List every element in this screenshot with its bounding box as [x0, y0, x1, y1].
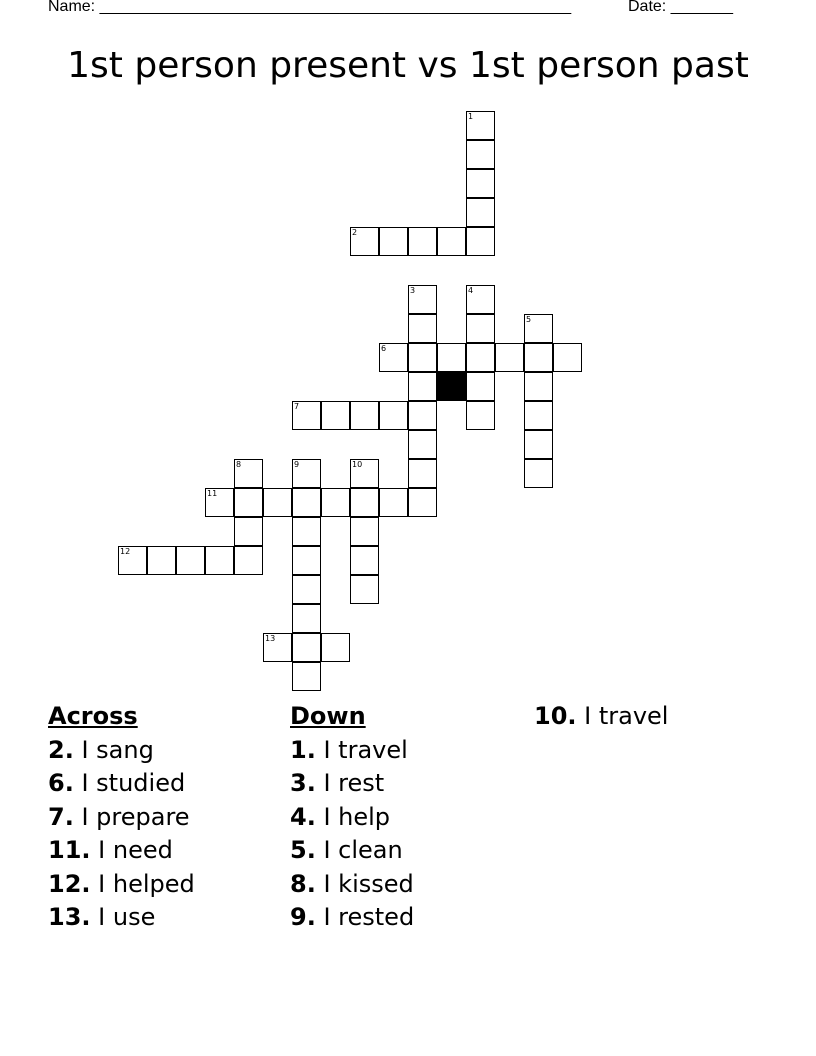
grid-cell[interactable] — [466, 314, 495, 343]
clue-item — [290, 801, 414, 835]
grid-cell[interactable] — [176, 546, 205, 575]
date-field[interactable]: Date: _______ — [628, 0, 733, 15]
clue-number: 3 — [410, 286, 416, 295]
clue-item-text: I travel — [315, 735, 408, 764]
clue-item-number: 6. — [48, 769, 74, 797]
clue-item-text: I kissed — [315, 869, 414, 898]
grid-cell[interactable] — [524, 430, 553, 459]
grid-block — [437, 372, 466, 401]
grid-cell[interactable] — [379, 401, 408, 430]
grid-cell[interactable] — [379, 488, 408, 517]
grid-cell[interactable] — [408, 343, 437, 372]
clue-item-text: I help — [315, 802, 391, 831]
grid-cell[interactable] — [495, 343, 524, 372]
clue-number: 4 — [468, 286, 474, 295]
grid-cell[interactable] — [466, 140, 495, 169]
clue-number: 1 — [468, 112, 474, 121]
clue-item-number: 9. — [290, 903, 316, 931]
grid-cell[interactable] — [350, 575, 379, 604]
down-clues — [290, 700, 414, 935]
clue-number: 9 — [294, 460, 300, 469]
clue-item — [290, 868, 414, 902]
grid-cell[interactable] — [466, 343, 495, 372]
grid-cell[interactable] — [466, 372, 495, 401]
clue-item-text: I rested — [315, 903, 415, 931]
clue-item-number: 13. — [48, 903, 91, 931]
grid-cell[interactable] — [234, 517, 263, 546]
grid-cell[interactable] — [321, 401, 350, 430]
clue-item — [48, 801, 195, 835]
grid-cell[interactable] — [263, 488, 292, 517]
clue-item-number: 7. — [48, 802, 74, 831]
clue-item-text: I need — [90, 836, 173, 864]
clue-number: 12 — [120, 547, 131, 556]
clue-item-text: I studied — [73, 769, 186, 797]
grid-cell[interactable] — [234, 488, 263, 517]
clue-number: 7 — [294, 402, 300, 411]
clue-number: 10 — [352, 460, 363, 469]
clue-number: 11 — [207, 489, 218, 498]
clue-item-text: I rest — [315, 769, 385, 797]
clue-item-text: I travel — [576, 702, 669, 730]
grid-cell[interactable] — [524, 372, 553, 401]
clue-item-text: I use — [90, 903, 156, 931]
across-clues — [48, 700, 195, 935]
clue-item-text: I helped — [90, 869, 195, 898]
clue-item-number: 5. — [290, 836, 316, 864]
clue-item-number: 3. — [290, 769, 316, 797]
clue-item — [48, 901, 195, 935]
down-heading: Down — [290, 702, 366, 730]
clue-item-number: 2. — [48, 735, 74, 764]
clue-number: 5 — [526, 315, 532, 324]
clue-item — [290, 767, 414, 801]
grid-cell[interactable] — [292, 546, 321, 575]
clue-item-number: 1. — [290, 735, 316, 764]
clue-item-text: I clean — [315, 836, 403, 864]
grid-cell[interactable] — [408, 401, 437, 430]
grid-cell[interactable] — [350, 401, 379, 430]
page-title: 1st person present vs 1st person past — [67, 45, 749, 86]
clue-item — [534, 700, 668, 734]
clue-item-text: I sang — [73, 735, 154, 764]
grid-cell[interactable] — [292, 488, 321, 517]
grid-cell[interactable] — [437, 227, 466, 256]
clue-item-number: 4. — [290, 802, 316, 831]
clue-item — [48, 734, 195, 768]
grid-cell[interactable] — [408, 459, 437, 488]
grid-cell[interactable] — [466, 401, 495, 430]
clue-number: 6 — [381, 344, 387, 353]
clue-number: 13 — [265, 634, 276, 643]
grid-cell[interactable] — [466, 227, 495, 256]
clue-item — [48, 834, 195, 868]
grid-cell[interactable] — [234, 546, 263, 575]
across-heading: Across — [48, 702, 138, 730]
grid-cell[interactable] — [524, 343, 553, 372]
grid-cell[interactable] — [292, 662, 321, 691]
grid-cell[interactable] — [292, 604, 321, 633]
clue-item-number: 12. — [48, 869, 91, 898]
clue-item-number: 11. — [48, 836, 91, 864]
clue-number: 2 — [352, 228, 358, 237]
grid-cell[interactable] — [408, 372, 437, 401]
grid-cell[interactable] — [321, 633, 350, 662]
grid-cell[interactable] — [408, 314, 437, 343]
clue-item-number: 10. — [534, 702, 577, 730]
clue-item — [290, 834, 414, 868]
clue-item — [290, 901, 414, 935]
grid-cell[interactable] — [292, 633, 321, 662]
clue-item — [48, 868, 195, 902]
grid-cell[interactable] — [350, 517, 379, 546]
clue-item — [48, 767, 195, 801]
grid-cell[interactable] — [466, 198, 495, 227]
grid-cell[interactable] — [292, 517, 321, 546]
grid-cell[interactable] — [408, 488, 437, 517]
grid-cell[interactable] — [466, 169, 495, 198]
grid-cell[interactable] — [205, 546, 234, 575]
grid-cell[interactable] — [350, 488, 379, 517]
clue-item — [290, 734, 414, 768]
grid-cell[interactable] — [408, 430, 437, 459]
grid-cell[interactable] — [350, 546, 379, 575]
name-field[interactable]: Name: _____________________________________________________ — [48, 0, 572, 15]
clue-item-number: 8. — [290, 869, 316, 898]
grid-cell[interactable] — [437, 343, 466, 372]
grid-cell[interactable] — [553, 343, 582, 372]
grid-cell[interactable] — [379, 227, 408, 256]
grid-cell[interactable] — [292, 575, 321, 604]
grid-cell[interactable] — [524, 401, 553, 430]
clue-number: 8 — [236, 460, 242, 469]
clue-item-text: I prepare — [73, 802, 190, 831]
down-clues-continued — [534, 700, 668, 734]
grid-cell[interactable] — [408, 227, 437, 256]
grid-cell[interactable] — [524, 459, 553, 488]
grid-cell[interactable] — [321, 488, 350, 517]
grid-cell[interactable] — [147, 546, 176, 575]
